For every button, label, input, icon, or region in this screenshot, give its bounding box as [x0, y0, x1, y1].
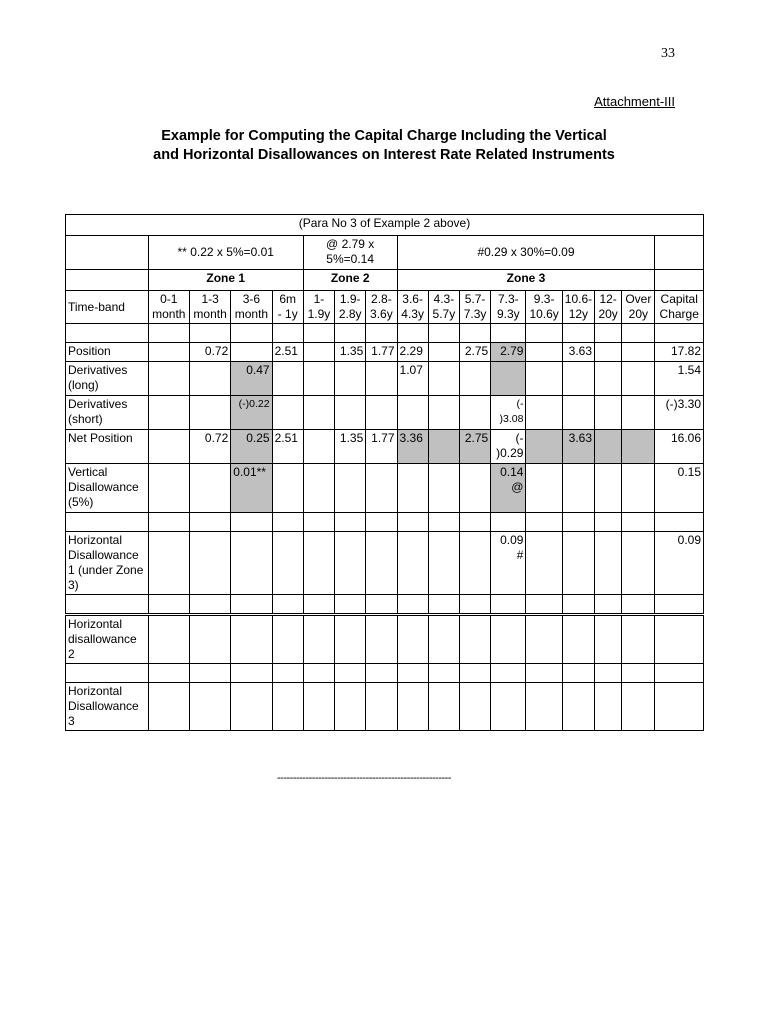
capital-charge-cell: 0.09: [655, 532, 704, 595]
table-cell: 0.72: [189, 430, 230, 464]
row-label: Derivatives (short): [66, 396, 149, 430]
table-cell: 2.75: [459, 430, 490, 464]
table-cell: 2.51: [272, 430, 303, 464]
spacer-row: [66, 324, 704, 343]
band-header: 2.8- 3.6y: [366, 291, 397, 324]
table-cell: 1.07: [397, 362, 428, 396]
table-cell: 2.51: [272, 343, 303, 362]
table-cell: 0.72: [189, 343, 230, 362]
table-cell: 0.14 @: [491, 464, 526, 513]
zone1-header: Zone 1: [148, 270, 303, 291]
calc-zone2: @ 2.79 x 5%=0.14: [303, 236, 397, 270]
para-note-row: [66, 215, 704, 236]
zone2-header: Zone 2: [303, 270, 397, 291]
net-position-row: [66, 430, 704, 464]
spacer-row: [66, 664, 704, 683]
horizontal-disallowance-1-row: [66, 532, 704, 595]
table-cell: (- )3.08: [491, 396, 526, 430]
table-cell: 0.09 #: [491, 532, 526, 595]
band-header: 1.9- 2.8y: [335, 291, 366, 324]
band-header: 9.3- 10.6y: [526, 291, 562, 324]
row-label: Position: [66, 343, 149, 362]
band-header: 7.3- 9.3y: [491, 291, 526, 324]
capital-charge-cell: (-)3.30: [655, 396, 704, 430]
capital-charge-cell: 0.15: [655, 464, 704, 513]
attachment-label: Attachment-III: [594, 94, 675, 109]
band-header: 1-3 month: [189, 291, 230, 324]
calc-zone3: #0.29 x 30%=0.09: [397, 236, 655, 270]
capital-charge-cell: 17.82: [655, 343, 704, 362]
band-header: 12- 20y: [595, 291, 622, 324]
spacer-row: [66, 513, 704, 532]
band-header: 1- 1.9y: [303, 291, 334, 324]
row-label: Horizontal Disallowance 3: [66, 683, 149, 731]
band-header: 3-6 month: [231, 291, 272, 324]
timeband-label: Time-band: [66, 291, 149, 324]
table-cell: 1.77: [366, 343, 397, 362]
table-cell: 2.79: [491, 343, 526, 362]
band-header: 3.6- 4.3y: [397, 291, 428, 324]
table-cell: 3.63: [562, 343, 594, 362]
table-cell: (- )0.29: [491, 430, 526, 464]
band-header: 0-1 month: [148, 291, 189, 324]
table-cell: 2.29: [397, 343, 428, 362]
spacer-row: [66, 595, 704, 615]
row-label: Horizontal disallowance 2: [66, 615, 149, 664]
band-header: 10.6- 12y: [562, 291, 594, 324]
para-note: (Para No 3 of Example 2 above): [66, 215, 704, 236]
table-cell: 0.47: [231, 362, 272, 396]
zone3-header: Zone 3: [397, 270, 655, 291]
band-header: 4.3- 5.7y: [428, 291, 459, 324]
derivatives-short-row: [66, 396, 704, 430]
capital-charge-cell: 1.54: [655, 362, 704, 396]
band-header: Capital Charge: [655, 291, 704, 324]
timeband-row: [66, 291, 704, 324]
title-line-2: and Horizontal Disallowances on Interest Rate Related Instruments: [153, 147, 615, 163]
row-label: Vertical Disallowance (5%): [66, 464, 149, 513]
row-label: Net Position: [66, 430, 149, 464]
table-cell: 0.25: [231, 430, 272, 464]
vertical-disallowance-row: [66, 464, 704, 513]
title-line-1: Example for Computing the Capital Charge Including the Vertical: [161, 128, 607, 144]
table-cell: 2.75: [459, 343, 490, 362]
horizontal-disallowance-3-row: [66, 683, 704, 731]
page-number: 33: [661, 46, 675, 61]
band-header: 6m - 1y: [272, 291, 303, 324]
band-header: 5.7- 7.3y: [459, 291, 490, 324]
capital-charge-cell: 16.06: [655, 430, 704, 464]
table-cell: 3.36: [397, 430, 428, 464]
calc-zone1: ** 0.22 x 5%=0.01: [148, 236, 303, 270]
horizontal-disallowance-2-row: [66, 615, 704, 664]
table-cell: (-)0.22: [231, 396, 272, 430]
row-label: Horizontal Disallowance 1 (under Zone 3): [66, 532, 149, 595]
table-cell: 1.35: [335, 430, 366, 464]
position-row: [66, 343, 704, 362]
row-label: Derivatives (long): [66, 362, 149, 396]
capital-charge-table: [65, 214, 704, 731]
table-cell: 0.01**: [231, 464, 272, 513]
table-cell: 3.63: [562, 430, 594, 464]
band-header: Over 20y: [622, 291, 655, 324]
closing-dash-line: -------------------------------------------------------: [277, 772, 451, 784]
zone-row: [66, 270, 704, 291]
calculation-row: [66, 236, 704, 270]
document-title: [0, 127, 768, 165]
derivatives-long-row: [66, 362, 704, 396]
table-cell: 1.35: [335, 343, 366, 362]
table-cell: 1.77: [366, 430, 397, 464]
